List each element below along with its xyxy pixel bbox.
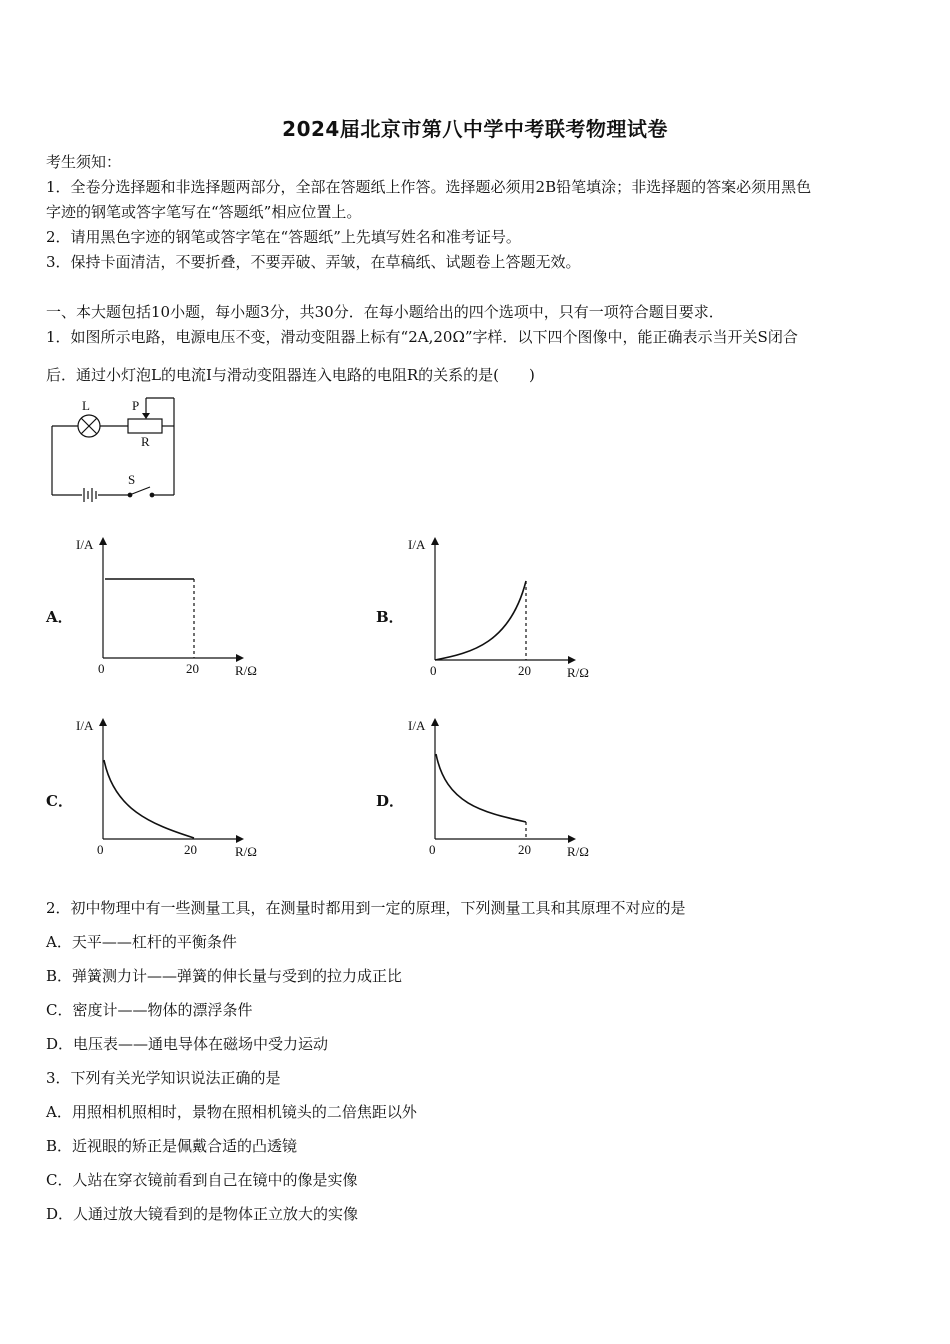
- curve-d: [436, 754, 526, 822]
- graph-a-label[interactable]: A．: [46, 608, 73, 626]
- graph-b: [402, 533, 612, 683]
- origin-label: 0: [98, 661, 105, 676]
- y-arrow-icon: [99, 718, 107, 726]
- resistor-icon: [128, 419, 162, 433]
- q3-stem: 3．下列有关光学知识说法正确的是: [46, 1069, 281, 1087]
- x-axis-label: R/Ω: [567, 844, 589, 859]
- y-arrow-icon: [99, 537, 107, 545]
- switch-icon: [132, 487, 150, 494]
- x-tick-label: 20: [518, 663, 531, 678]
- notice-line: 2．请用黑色字迹的钢笔或答字笔在“答题纸”上先填写姓名和准考证号。: [46, 228, 521, 246]
- x-tick-label: 20: [518, 842, 531, 857]
- graph-c: [70, 714, 280, 864]
- notice-heading: 考生须知：: [46, 153, 122, 171]
- q3-option-c[interactable]: C．人站在穿衣镜前看到自己在镜中的像是实像: [46, 1171, 358, 1189]
- switch-label: S: [128, 472, 136, 487]
- origin-label: 0: [430, 663, 437, 678]
- q2-option-d[interactable]: D．电压表——通电导体在磁场中受力运动: [46, 1035, 329, 1053]
- x-axis-label: R/Ω: [567, 665, 589, 680]
- x-axis-label: R/Ω: [235, 663, 257, 678]
- x-arrow-icon: [236, 654, 244, 662]
- curve-c: [104, 760, 194, 838]
- q3-option-a[interactable]: A．用照相机照相时，景物在照相机镜头的二倍焦距以外: [46, 1103, 417, 1121]
- graph-b-label[interactable]: B．: [376, 608, 404, 626]
- page-title: 2024届北京市第八中学中考联考物理试卷: [282, 117, 668, 141]
- y-arrow-icon: [431, 537, 439, 545]
- slider-arrow-icon: [142, 413, 150, 419]
- q2-option-a[interactable]: A．天平——杠杆的平衡条件: [46, 933, 237, 951]
- graph-a: [70, 533, 280, 683]
- section-heading: 一、本大题包括10小题，每小题3分，共30分．在每小题给出的四个选项中，只有一项符合题目要求．: [46, 303, 724, 321]
- notice-line: 字迹的钢笔或答字笔写在“答题纸”相应位置上。: [46, 203, 362, 221]
- x-arrow-icon: [236, 835, 244, 843]
- notice-line: 1．全卷分选择题和非选择题两部分，全部在答题纸上作答。选择题必须用2B铅笔填涂；非选择题的答案必须用黑色: [46, 178, 812, 196]
- y-arrow-icon: [431, 718, 439, 726]
- q2-stem: 2．初中物理中有一些测量工具，在测量时都用到一定的原理，下列测量工具和其原理不对应的是: [46, 899, 686, 917]
- y-axis-label: I/A: [408, 718, 426, 733]
- origin-label: 0: [429, 842, 436, 857]
- q2-option-c[interactable]: C．密度计——物体的漂浮条件: [46, 1001, 253, 1019]
- origin-label: 0: [97, 842, 104, 857]
- notice-line: 3．保持卡面清洁，不要折叠，不要弄破、弄皱，在草稿纸、试题卷上答题无效。: [46, 253, 581, 271]
- x-tick-label: 20: [186, 661, 199, 676]
- graph-d-label[interactable]: D．: [376, 792, 405, 810]
- q2-option-b[interactable]: B．弹簧测力计——弹簧的伸长量与受到的拉力成正比: [46, 967, 403, 985]
- q1-stem-line1: 1．如图所示电路，电源电压不变，滑动变阻器上标有“2A,20Ω”字样．以下四个图像中，能正确表示当开关S闭合: [46, 328, 798, 346]
- x-tick-label: 20: [184, 842, 197, 857]
- y-axis-label: I/A: [76, 537, 94, 552]
- y-axis-label: I/A: [408, 537, 426, 552]
- graph-d: [402, 714, 612, 864]
- slider-label: P: [132, 398, 140, 413]
- resistor-label: R: [141, 434, 150, 449]
- lamp-label: L: [82, 398, 90, 413]
- circuit-diagram: [46, 392, 186, 504]
- q3-option-d[interactable]: D．人通过放大镜看到的是物体正立放大的实像: [46, 1205, 359, 1223]
- graph-c-label[interactable]: C．: [46, 792, 73, 810]
- curve-b: [435, 581, 526, 660]
- q3-option-b[interactable]: B．近视眼的矫正是佩戴合适的凸透镜: [46, 1137, 298, 1155]
- x-axis-label: R/Ω: [235, 844, 257, 859]
- y-axis-label: I/A: [76, 718, 94, 733]
- x-arrow-icon: [568, 656, 576, 664]
- q1-stem-line2: 后．通过小灯泡L的电流I与滑动变阻器连入电路的电阻R的关系的是( ): [46, 366, 535, 384]
- x-arrow-icon: [568, 835, 576, 843]
